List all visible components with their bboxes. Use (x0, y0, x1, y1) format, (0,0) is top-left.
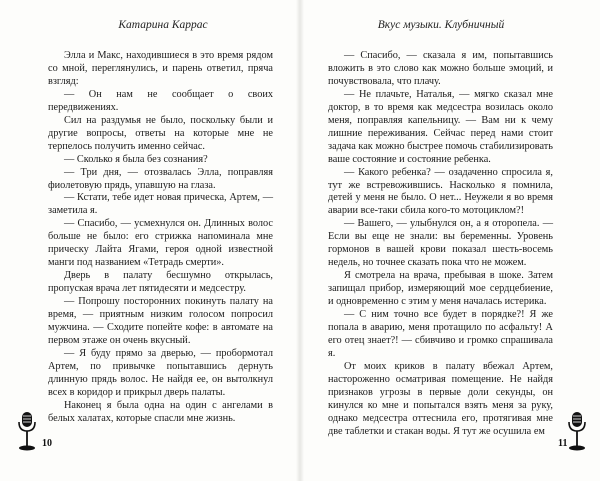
paragraph: Наконец я была одна на один с ангелами в белых халатах, которые спасли мне жизнь. (48, 399, 273, 424)
paragraph: — Какого ребенка? — озадаченно спросила я, тут же встревожившись. Насколько я помнила, детей у меня не было. О нет... Неужели я во время аварии все-таки сбила кого-то мотоциклом?! (328, 166, 553, 217)
paragraph: — Попрошу посторонних покинуть палату на время, — приятным низким голосом попросил мужчина. — Сходите попейте кофе: в автомате на первом этаже он очень вкусный. (48, 296, 273, 346)
running-header-right: Вкус музыки. Клубничный (377, 19, 505, 31)
paragraph: От моих криков в палату вбежал Артем, настороженно осматривая помещение. Не найдя признаков угрозы в первые доли секунды, он кинулся ко мне и попытался взять меня за руку, однако медсестра оттеснила его, протягивая мне две таблетки и стакан воды. Я тут же осушила ем (328, 360, 553, 437)
right-page (300, 0, 600, 481)
paragraph: Я смотрела на врача, пребывая в шоке. Затем запищал прибор, измеряющий мое сердцебиение, и одновременно с этим у меня началась истерика. (328, 270, 553, 308)
paragraph: — Спасибо, — усмехнулся он. Длинных волос больше не было: его стрижка напоминала мне прическу Лайта Ягами, героя одной известной манги под названием «Тетрадь смерти». (48, 218, 273, 269)
paragraph: — Кстати, тебе идет новая прическа, Артем, — заметила я. (48, 192, 273, 217)
paragraph: Сил на раздумья не было, поскольку были и другие вопросы, ответы на которые мне не терпелось получить именно сейчас. (48, 114, 273, 152)
paragraph: — Спасибо, — сказала я им, попытавшись вложить в это слово как можно больше эмоций, и почувствовала, что плачу. (328, 50, 553, 87)
paragraph: — Сколько я была без сознания? (64, 153, 208, 165)
right-page-text (328, 50, 553, 439)
left-page-text (48, 50, 273, 426)
page-number-left: 10 (42, 438, 52, 449)
page-number-right: 11 (558, 438, 568, 449)
paragraph: — Не плачьте, Наталья, — мягко сказал мне доктор, в то время как медсестра возилась около меня, поправляя капельницу. — Вам ни к чему лишние переживания. Сейчас перед нами стоит задача как можно быстрее помочь стабилизировать ваше состояние и состояние ребенка. (328, 88, 553, 165)
paragraph: — Три дня, — отозвалась Элла, поправляя фиолетовую прядь, упавшую на глаза. (48, 166, 273, 191)
microphone-icon (16, 410, 38, 452)
paragraph: Дверь в палату бесшумно открылась, пропуская врача лет пятидесяти и медсестру. (48, 270, 273, 295)
paragraph: Элла и Макс, находившиеся в это время рядом со мной, переглянулись, и парень ответил, пряча взгляд: (48, 50, 273, 87)
running-header-left: Катарина Каррас (118, 19, 208, 31)
paragraph: — Я буду прямо за дверью, — пробормотал Артем, по привычке попытавшись дернуть длинную прядь волос. Не найдя ее, он вытолкнул всех в коридор и прикрыл дверь палаты. (48, 347, 273, 398)
paragraph: — Вашего, — улыбнулся он, а я оторопела. — Если вы еще не знали: вы беременны. Уровень гормонов в вашей крови показал шесть-восемь недель, но точнее сказать пока что не можем. (328, 218, 553, 269)
paragraph: — Он нам не сообщает о своих передвижениях. (48, 88, 273, 113)
paragraph: — С ним точно все будет в порядке?! Я же попала в аварию, меня протащило по асфальту! А его отец знает?! — сбивчиво и громко спрашивала я. (328, 309, 553, 359)
microphone-icon (566, 410, 588, 452)
